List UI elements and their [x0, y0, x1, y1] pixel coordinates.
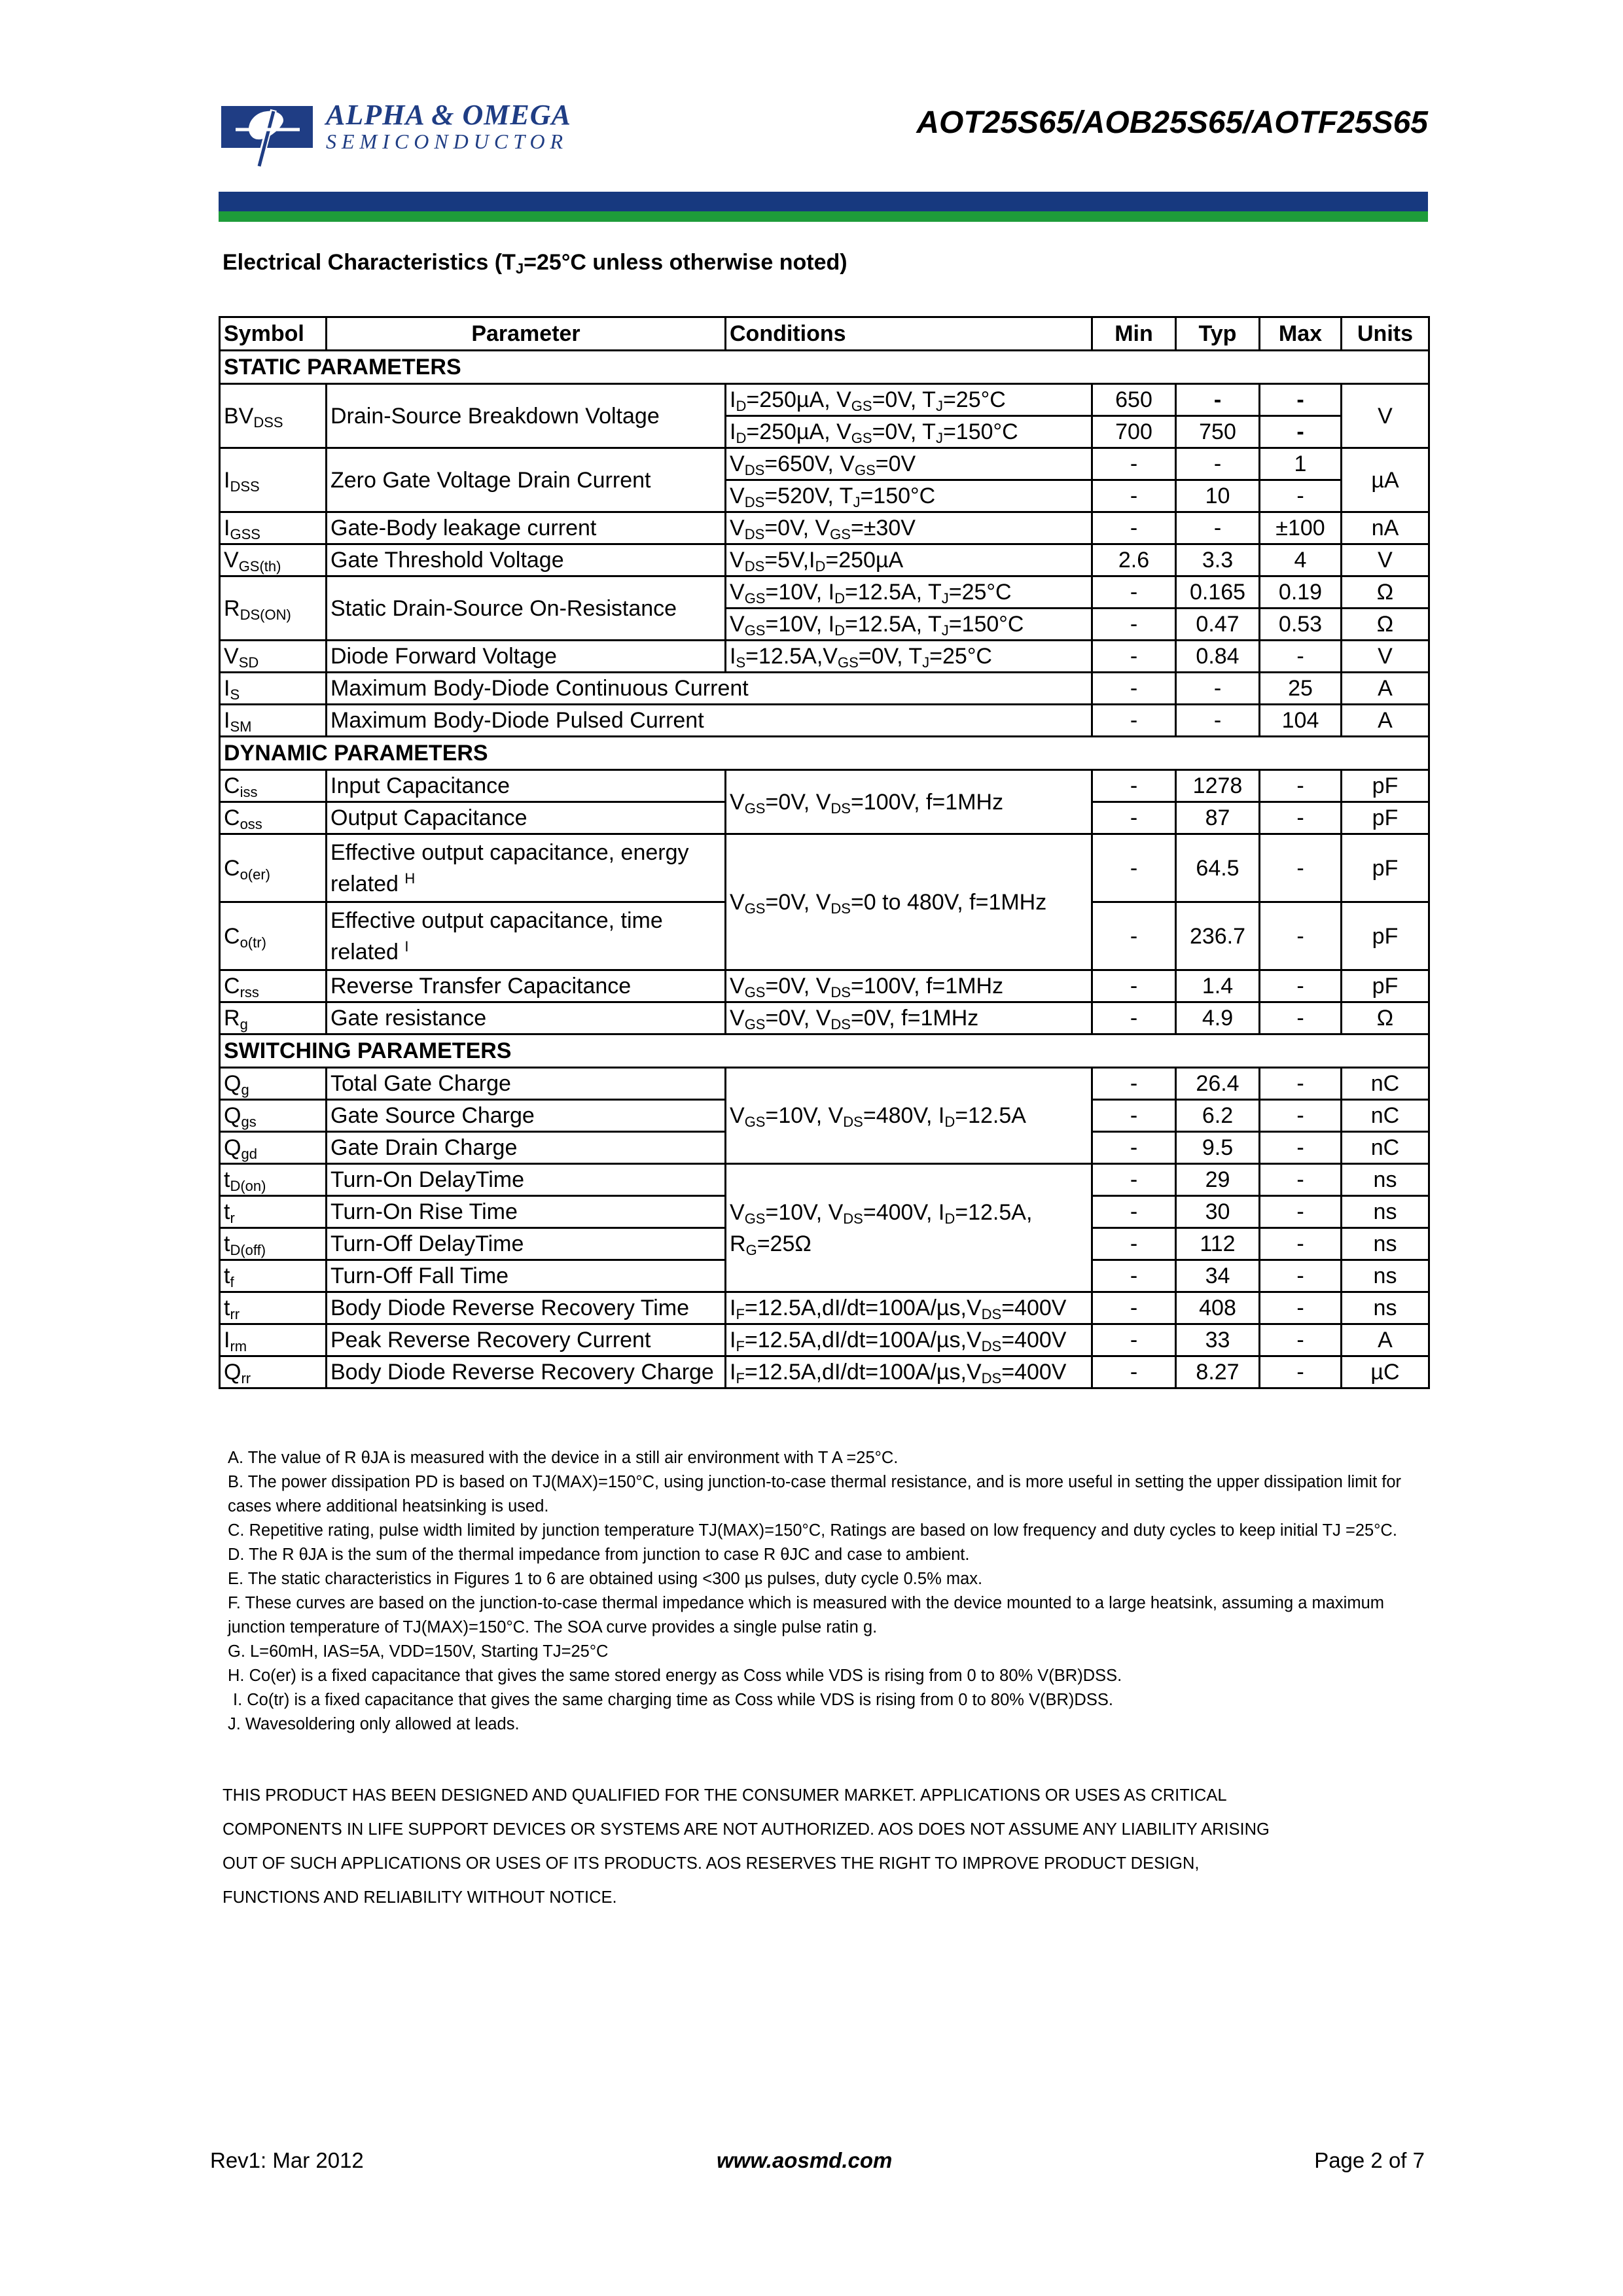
table-row: [220, 1356, 1429, 1388]
typ-cell: 112: [1176, 1228, 1260, 1260]
max-cell: 4: [1260, 544, 1342, 576]
units-cell: pF: [1342, 770, 1429, 802]
parameter-cell: Peak Reverse Recovery Current: [327, 1324, 726, 1356]
min-cell: -: [1092, 576, 1176, 609]
units-cell: V: [1342, 544, 1429, 576]
parameter-cell: Output Capacitance: [327, 802, 726, 834]
max-cell: -: [1260, 1132, 1342, 1164]
symbol-cell: $I_S$: [220, 673, 327, 705]
logo-name: ALPHA & OMEGA: [326, 99, 571, 131]
table-row: [220, 544, 1429, 576]
symbol-cell: $C_{o(er)}$: [220, 834, 327, 902]
units-cell: µA: [1342, 448, 1429, 512]
conditions-cell: $V_{GS}=0V$, $V_{DS}=0V$, f=1MHz: [726, 1002, 1092, 1034]
min-cell: -: [1092, 609, 1176, 641]
typ-cell: 30: [1176, 1196, 1260, 1228]
typ-cell: 29: [1176, 1164, 1260, 1196]
note-d: D. The R θJA is the sum of the thermal impedance from junction to case R θJC and case to ambient.: [228, 1545, 970, 1564]
symbol-cell: $t_r$: [220, 1196, 327, 1228]
symbol-cell: $t_{D(off)}$: [220, 1228, 327, 1260]
note-e: E. The static characteristics in Figures 1 to 6 are obtained using <300 µs pulses, duty cycle 0.5% max.: [228, 1570, 983, 1588]
conditions-cell: $V_{GS}=10V$, $I_D=12.5A$, $T_J=25^\circ C$: [726, 576, 1092, 609]
max-cell: -: [1260, 1356, 1342, 1388]
col-header-max: Max: [1260, 317, 1342, 351]
symbol-cell: $Q_{gd}$: [220, 1132, 327, 1164]
footnotes: [228, 1446, 1419, 1737]
note-j: J. Wavesoldering only allowed at leads.: [228, 1715, 520, 1733]
typ-cell: 1.4: [1176, 970, 1260, 1002]
units-cell: A: [1342, 705, 1429, 737]
min-cell: -: [1092, 834, 1176, 902]
conditions-cell: $I_F=12.5A,dI/dt=100A/\mu s,V_{DS}=400V$: [726, 1292, 1092, 1324]
symbol-cell: $t_{rr}$: [220, 1292, 327, 1324]
company-logo-icon: [221, 103, 313, 169]
max-cell: -: [1260, 1260, 1342, 1292]
typ-cell: 6.2: [1176, 1100, 1260, 1132]
symbol-cell: $Q_g$: [220, 1068, 327, 1100]
page-number: Page 2 of 7: [1314, 2148, 1425, 2172]
parameter-cell: Gate Threshold Voltage: [327, 544, 726, 576]
max-cell: -: [1260, 1292, 1342, 1324]
parameter-cell: Effective output capacitance, time related $^I$: [327, 902, 726, 970]
parameter-cell: Gate resistance: [327, 1002, 726, 1034]
table-row: [220, 705, 1429, 737]
min-cell: -: [1092, 673, 1176, 705]
conditions-cell: $V_{GS}=10V$, $V_{DS}=400V$, $I_D=12.5A$, $R_G=25\Omega$: [726, 1164, 1092, 1292]
max-cell: -: [1260, 641, 1342, 673]
note-b: B. The power dissipation PD is based on TJ(MAX)=150°C, using junction-to-case thermal resistance, and is more useful in setting the upper dissipation limit for cases where additional heatsinking is used.: [228, 1473, 1402, 1515]
units-cell: nC: [1342, 1132, 1429, 1164]
min-cell: -: [1092, 1260, 1176, 1292]
parameter-cell: Static Drain-Source On-Resistance: [327, 576, 726, 641]
typ-cell: 0.47: [1176, 609, 1260, 641]
conditions-cell: $V_{GS}=10V$, $V_{DS}=480V$, $I_D=12.5A$: [726, 1068, 1092, 1164]
min-cell: -: [1092, 1196, 1176, 1228]
max-cell: -: [1260, 1100, 1342, 1132]
units-cell: A: [1342, 1324, 1429, 1356]
table-row: [220, 576, 1429, 609]
parameter-cell: Total Gate Charge: [327, 1068, 726, 1100]
col-header-min: Min: [1092, 317, 1176, 351]
disclaimer-line: OUT OF SUCH APPLICATIONS OR USES OF ITS PRODUCTS. AOS RESERVES THE RIGHT TO IMPROVE PRODUCT DESIGN,: [223, 1854, 1200, 1873]
min-cell: -: [1092, 705, 1176, 737]
typ-cell: -: [1176, 384, 1260, 416]
symbol-cell: $Q_{gs}$: [220, 1100, 327, 1132]
typ-cell: -: [1176, 448, 1260, 480]
typ-cell: 10: [1176, 480, 1260, 512]
note-i: I. Co(tr) is a fixed capacitance that gives the same charging time as Coss while VDS is rising from 0 to 80% V(BR)DSS.: [233, 1691, 1113, 1709]
symbol-cell: $C_{rss}$: [220, 970, 327, 1002]
min-cell: -: [1092, 1068, 1176, 1100]
table-row: [220, 384, 1429, 416]
symbol-cell: $V_{SD}$: [220, 641, 327, 673]
note-g: G. L=60mH, IAS=5A, VDD=150V, Starting TJ=25°C: [228, 1642, 609, 1661]
typ-cell: -: [1176, 512, 1260, 544]
units-cell: A: [1342, 673, 1429, 705]
max-cell: -: [1260, 834, 1342, 902]
min-cell: -: [1092, 1100, 1176, 1132]
table-row: [220, 641, 1429, 673]
typ-cell: 33: [1176, 1324, 1260, 1356]
units-cell: ns: [1342, 1228, 1429, 1260]
parameter-cell: Maximum Body-Diode Pulsed Current: [327, 705, 1092, 737]
conditions-cell: $V_{GS}=0V$, $V_{DS}=0$ to 480V, f=1MHz: [726, 834, 1092, 970]
units-cell: nC: [1342, 1100, 1429, 1132]
conditions-cell: $I_F=12.5A,dI/dt=100A/\mu s,V_{DS}=400V$: [726, 1356, 1092, 1388]
parameter-cell: Gate Source Charge: [327, 1100, 726, 1132]
parameter-cell: Turn-On Rise Time: [327, 1196, 726, 1228]
units-cell: V: [1342, 384, 1429, 448]
section-row-switching: [220, 1034, 1429, 1068]
col-header-parameter: Parameter: [327, 317, 726, 351]
parameter-cell: Body Diode Reverse Recovery Time: [327, 1292, 726, 1324]
max-cell: -: [1260, 1196, 1342, 1228]
min-cell: -: [1092, 1228, 1176, 1260]
conditions-cell: $V_{GS}=10V$, $I_D=12.5A$, $T_J=150^\circ C$: [726, 609, 1092, 641]
table-row: [220, 512, 1429, 544]
disclaimer-line: COMPONENTS IN LIFE SUPPORT DEVICES OR SYSTEMS ARE NOT AUTHORIZED. AOS DOES NOT ASSUME ANY LIABILITY ARISING: [223, 1820, 1270, 1839]
table-row: [220, 673, 1429, 705]
max-cell: -: [1260, 384, 1342, 416]
units-cell: nC: [1342, 1068, 1429, 1100]
typ-cell: -: [1176, 673, 1260, 705]
header-band-green: [219, 211, 1428, 222]
typ-cell: 750: [1176, 416, 1260, 448]
table-row: [220, 1292, 1429, 1324]
units-cell: Ω: [1342, 576, 1429, 609]
units-cell: pF: [1342, 834, 1429, 902]
max-cell: -: [1260, 480, 1342, 512]
typ-cell: 3.3: [1176, 544, 1260, 576]
symbol-cell: $R_g$: [220, 1002, 327, 1034]
conditions-cell: $I_S=12.5A,V_{GS}=0V$, $T_J=25^\circ C$: [726, 641, 1092, 673]
max-cell: -: [1260, 1228, 1342, 1260]
conditions-cell: $V_{GS}=0V$, $V_{DS}=100V$, f=1MHz: [726, 770, 1092, 834]
parameter-cell: Body Diode Reverse Recovery Charge: [327, 1356, 726, 1388]
units-cell: pF: [1342, 802, 1429, 834]
section-row-static: [220, 351, 1429, 384]
table-row: [220, 834, 1429, 902]
website-link[interactable]: www.aosmd.com: [717, 2148, 893, 2172]
min-cell: -: [1092, 512, 1176, 544]
conditions-cell: $V_{DS}=5V,I_D=250\mu A$: [726, 544, 1092, 576]
parameter-cell: Drain-Source Breakdown Voltage: [327, 384, 726, 448]
max-cell: -: [1260, 1002, 1342, 1034]
min-cell: -: [1092, 902, 1176, 970]
conditions-cell: $V_{DS}=0V$, $V_{GS}=\pm 30V$: [726, 512, 1092, 544]
revision-label: Rev1: Mar 2012: [210, 2148, 364, 2172]
conditions-cell: $V_{DS}=650V$, $V_{GS}=0V$: [726, 448, 1092, 480]
symbol-cell: $C_{o(tr)}$: [220, 902, 327, 970]
symbol-cell: $I_{DSS}$: [220, 448, 327, 512]
max-cell: 25: [1260, 673, 1342, 705]
typ-cell: -: [1176, 705, 1260, 737]
symbol-cell: $Q_{rr}$: [220, 1356, 327, 1388]
conditions-cell: $V_{DS}=520V$, $T_J=150^\circ C$: [726, 480, 1092, 512]
symbol-cell: $BV_{DSS}$: [220, 384, 327, 448]
units-cell: ns: [1342, 1260, 1429, 1292]
table-row: [220, 448, 1429, 480]
max-cell: -: [1260, 1164, 1342, 1196]
section-label: SWITCHING PARAMETERS: [220, 1034, 1429, 1068]
min-cell: -: [1092, 1132, 1176, 1164]
typ-cell: 8.27: [1176, 1356, 1260, 1388]
typ-cell: 1278: [1176, 770, 1260, 802]
units-cell: ns: [1342, 1164, 1429, 1196]
electrical-characteristics-table: [219, 316, 1430, 1389]
symbol-cell: $t_f$: [220, 1260, 327, 1292]
col-header-symbol: Symbol: [220, 317, 327, 351]
max-cell: -: [1260, 902, 1342, 970]
parameter-cell: Gate-Body leakage current: [327, 512, 726, 544]
min-cell: -: [1092, 1164, 1176, 1196]
min-cell: -: [1092, 1324, 1176, 1356]
table-header-row: [220, 317, 1429, 351]
units-cell: V: [1342, 641, 1429, 673]
typ-cell: 34: [1176, 1260, 1260, 1292]
section-row-dynamic: [220, 737, 1429, 770]
table-row: [220, 1164, 1429, 1196]
table-row: [220, 970, 1429, 1002]
min-cell: -: [1092, 641, 1176, 673]
min-cell: 2.6: [1092, 544, 1176, 576]
symbol-cell: $I_{GSS}$: [220, 512, 327, 544]
units-cell: pF: [1342, 902, 1429, 970]
table-row: [220, 1002, 1429, 1034]
header-band-blue: [219, 192, 1428, 211]
units-cell: Ω: [1342, 609, 1429, 641]
min-cell: -: [1092, 1356, 1176, 1388]
conditions-cell: $I_D=250\mu A$, $V_{GS}=0V$, $T_J=150^\circ C$: [726, 416, 1092, 448]
conditions-cell: $V_{GS}=0V$, $V_{DS}=100V$, f=1MHz: [726, 970, 1092, 1002]
typ-cell: 236.7: [1176, 902, 1260, 970]
section-label: STATIC PARAMETERS: [220, 351, 1429, 384]
table-row: [220, 770, 1429, 802]
note-f: F. These curves are based on the junction-to-case thermal impedance which is measured with the device mounted to a large heatsink, assuming a maximum junction temperature of TJ(MAX)=150°C. The SOA curve provides a single pulse ratin g.: [228, 1594, 1385, 1636]
col-header-conditions: Conditions: [726, 317, 1092, 351]
typ-cell: 4.9: [1176, 1002, 1260, 1034]
parameter-cell: Diode Forward Voltage: [327, 641, 726, 673]
col-header-typ: Typ: [1176, 317, 1260, 351]
parameter-cell: Effective output capacitance, energy related $^H$: [327, 834, 726, 902]
min-cell: -: [1092, 770, 1176, 802]
symbol-cell: $I_{rm}$: [220, 1324, 327, 1356]
section-title: Electrical Characteristics ($T_J=25^\circ C$ unless otherwise noted): [223, 250, 847, 277]
typ-cell: 9.5: [1176, 1132, 1260, 1164]
typ-cell: 26.4: [1176, 1068, 1260, 1100]
max-cell: -: [1260, 802, 1342, 834]
min-cell: -: [1092, 480, 1176, 512]
note-h: H. Co(er) is a fixed capacitance that gives the same stored energy as Coss while VDS is rising from 0 to 80% V(BR)DSS.: [228, 1667, 1122, 1685]
min-cell: -: [1092, 1292, 1176, 1324]
parameter-cell: Reverse Transfer Capacitance: [327, 970, 726, 1002]
conditions-cell: $I_F=12.5A,dI/dt=100A/\mu s,V_{DS}=400V$: [726, 1324, 1092, 1356]
col-header-units: Units: [1342, 317, 1429, 351]
max-cell: -: [1260, 970, 1342, 1002]
units-cell: ns: [1342, 1196, 1429, 1228]
units-cell: pF: [1342, 970, 1429, 1002]
symbol-cell: $t_{D(on)}$: [220, 1164, 327, 1196]
units-cell: Ω: [1342, 1002, 1429, 1034]
parameter-cell: Input Capacitance: [327, 770, 726, 802]
units-cell: ns: [1342, 1292, 1429, 1324]
min-cell: -: [1092, 1002, 1176, 1034]
parameter-cell: Turn-Off DelayTime: [327, 1228, 726, 1260]
max-cell: -: [1260, 416, 1342, 448]
symbol-cell: $R_{DS(ON)}$: [220, 576, 327, 641]
parameter-cell: Zero Gate Voltage Drain Current: [327, 448, 726, 512]
typ-cell: 408: [1176, 1292, 1260, 1324]
symbol-cell: $V_{GS(th)}$: [220, 544, 327, 576]
section-label: DYNAMIC PARAMETERS: [220, 737, 1429, 770]
typ-cell: 64.5: [1176, 834, 1260, 902]
min-cell: -: [1092, 448, 1176, 480]
min-cell: -: [1092, 970, 1176, 1002]
max-cell: 0.53: [1260, 609, 1342, 641]
max-cell: 104: [1260, 705, 1342, 737]
parameter-cell: Gate Drain Charge: [327, 1132, 726, 1164]
table-row: [220, 1324, 1429, 1356]
max-cell: ±100: [1260, 512, 1342, 544]
typ-cell: 87: [1176, 802, 1260, 834]
max-cell: -: [1260, 770, 1342, 802]
parameter-cell: Maximum Body-Diode Continuous Current: [327, 673, 1092, 705]
part-number-title: AOT25S65/AOB25S65/AOTF25S65: [916, 105, 1428, 140]
disclaimer-line: THIS PRODUCT HAS BEEN DESIGNED AND QUALIFIED FOR THE CONSUMER MARKET. APPLICATIONS OR USES AS CRITICAL: [223, 1786, 1227, 1805]
symbol-cell: $I_{SM}$: [220, 705, 327, 737]
conditions-cell: $I_D=250\mu A$, $V_{GS}=0V$, $T_J=25^\circ C$: [726, 384, 1092, 416]
typ-cell: 0.84: [1176, 641, 1260, 673]
typ-cell: 0.165: [1176, 576, 1260, 609]
disclaimer-line: FUNCTIONS AND RELIABILITY WITHOUT NOTICE.: [223, 1888, 617, 1907]
disclaimer: [223, 1778, 1427, 1915]
min-cell: -: [1092, 802, 1176, 834]
symbol-cell: $C_{iss}$: [220, 770, 327, 802]
max-cell: -: [1260, 1068, 1342, 1100]
min-cell: 650: [1092, 384, 1176, 416]
symbol-cell: $C_{oss}$: [220, 802, 327, 834]
logo-subtitle: SEMICONDUCTOR: [326, 130, 569, 153]
note-c: C. Repetitive rating, pulse width limited by junction temperature TJ(MAX)=150°C, Ratings are based on low frequency and duty cycles to keep initial TJ =25°C.: [228, 1521, 1397, 1540]
units-cell: µC: [1342, 1356, 1429, 1388]
parameter-cell: Turn-On DelayTime: [327, 1164, 726, 1196]
units-cell: nA: [1342, 512, 1429, 544]
max-cell: -: [1260, 1324, 1342, 1356]
note-a: A. The value of R θJA is measured with the device in a still air environment with T A =25°C.: [228, 1449, 899, 1467]
max-cell: 0.19: [1260, 576, 1342, 609]
min-cell: 700: [1092, 416, 1176, 448]
parameter-cell: Turn-Off Fall Time: [327, 1260, 726, 1292]
max-cell: 1: [1260, 448, 1342, 480]
table-row: [220, 1068, 1429, 1100]
